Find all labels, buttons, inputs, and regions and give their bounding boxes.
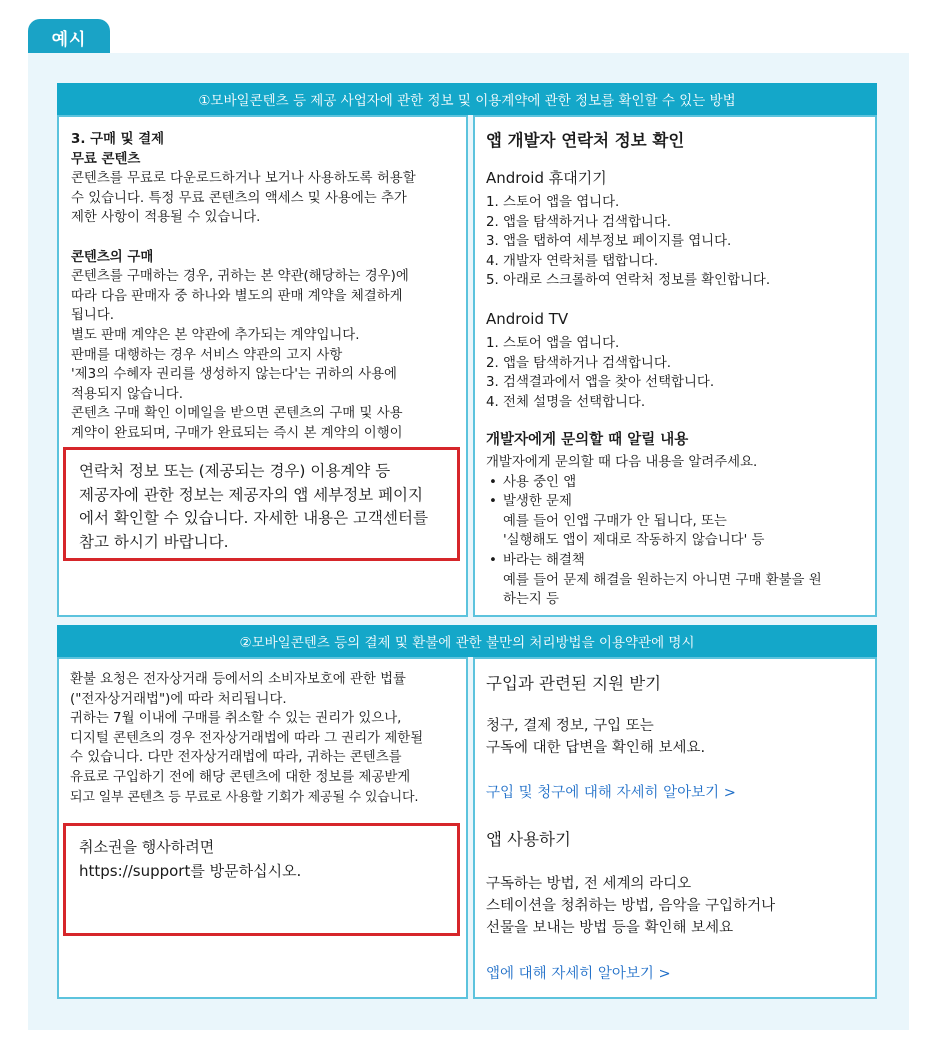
example-tag: 예시 — [28, 19, 110, 55]
highlight-line: 에서 확인할 수 있습니다. 자세한 내용은 고객센터를 — [79, 509, 428, 527]
section2-right-box — [473, 657, 877, 999]
purchase-line: 판매를 대행하는 경우 서비스 약관의 고지 사항 — [71, 347, 343, 363]
cancel-line: 취소권을 행사하려면 — [79, 838, 215, 856]
purchase-title: 콘텐츠의 구매 — [71, 249, 154, 265]
developer-contact-title: 앱 개발자 연락처 정보 확인 — [486, 131, 685, 150]
app-usage-title: 앱 사용하기 — [486, 830, 571, 849]
purchase-line: '제3의 수혜자 권리를 생성하지 않는다'는 귀하의 사용에 — [71, 367, 397, 383]
purchase-line: 따라 다음 판매자 중 하나와 별도의 판매 계약을 체결하게 — [71, 288, 403, 304]
bullet-problem-detail: '실행해도 앱이 제대로 작동하지 않습니다' 등 — [503, 533, 765, 549]
terms-heading: 3. 구매 및 결제 — [71, 132, 165, 147]
desc-line: 선물을 보내는 방법 등을 확인해 보세요 — [486, 920, 734, 936]
desc-line: 스테이션을 청취하는 방법, 음악을 구입하거나 — [486, 898, 776, 914]
tv-step: 2. 앱을 탐색하거나 검색합니다. — [486, 355, 672, 371]
purchase-line: 별도 판매 계약은 본 약관에 추가되는 계약입니다. — [71, 327, 360, 343]
section1-header: ①모바일콘텐츠 등 제공 사업자에 관한 정보 및 이용계약에 관한 정보를 확인할 수 있는 방법 — [57, 83, 877, 115]
android-steps — [486, 169, 770, 291]
bullet-solution-detail: 예를 들어 문제 해결을 원하는지 아니면 구매 환불을 원 — [503, 572, 822, 588]
free-line: 제한 사항이 적용될 수 있습니다. — [71, 210, 261, 226]
free-content-title: 무료 콘텐츠 — [71, 151, 141, 167]
bullet-problem-detail: 예를 들어 인앱 구매가 안 됩니다, 또는 — [503, 513, 727, 529]
contact-intro: 개발자에게 문의할 때 다음 내용을 알려주세요. — [486, 455, 758, 470]
contact-guide — [486, 431, 822, 610]
tv-step: 1. 스토어 앱을 엽니다. — [486, 336, 620, 351]
refund-line: 수 있습니다. 다만 전자상거래법에 따라, 귀하는 콘텐츠를 — [70, 750, 402, 766]
purchase-line: 콘텐츠를 구매하는 경우, 귀하는 본 약관(해당하는 경우)에 — [71, 269, 409, 285]
highlight-line: 참고 하시기 바랍니다. — [79, 532, 229, 551]
free-line: 콘텐츠를 무료로 다운로드하거나 보거나 사용하도록 허용할 — [71, 171, 416, 187]
tv-step: 4. 전체 설명을 선택합니다. — [486, 394, 646, 410]
refund-text — [70, 670, 423, 807]
highlight-line: 제공자에 관한 정보는 제공자의 앱 세부정보 페이지 — [79, 485, 423, 504]
section1-left-text — [71, 130, 416, 444]
refund-line: ("전자상거래법")에 따라 처리됩니다. — [70, 691, 287, 707]
bullet-solution-detail: 하는지 등 — [503, 592, 559, 608]
app-usage-desc — [486, 873, 775, 939]
app-learn-more-link[interactable]: 앱에 대해 자세히 알아보기 > — [486, 966, 671, 982]
tv-steps — [486, 310, 714, 412]
purchase-support-desc — [486, 715, 705, 759]
android-step: 4. 개발자 연락처를 탭합니다. — [486, 253, 659, 269]
tv-title: Android TV — [486, 310, 569, 328]
android-title: Android 휴대기기 — [486, 169, 607, 187]
purchase-line: 적용되지 않습니다. — [71, 386, 183, 402]
purchase-billing-link[interactable]: 구입 및 청구에 대해 자세히 알아보기 > — [486, 785, 736, 801]
bullet-solution: • 바라는 해결책 — [486, 551, 822, 571]
cancellation-highlight-text — [79, 836, 301, 883]
contact-title: 개발자에게 문의할 때 알릴 내용 — [486, 432, 689, 448]
purchase-line: 계약이 완료되며, 구매가 완료되는 즉시 본 계약의 이행이 — [71, 425, 403, 441]
desc-line: 구독에 대한 답변을 확인해 보세요. — [486, 740, 706, 756]
contact-bullets — [486, 473, 822, 610]
purchase-support-title: 구입과 관련된 지원 받기 — [486, 674, 662, 693]
tv-step: 3. 검색결과에서 앱을 찾아 선택합니다. — [486, 375, 715, 391]
android-step: 3. 앱을 탭하여 세부정보 페이지를 엽니다. — [486, 234, 732, 250]
refund-line: 유료로 구입하기 전에 해당 콘텐츠에 대한 정보를 제공받게 — [70, 769, 411, 785]
free-line: 수 있습니다. 특정 무료 콘텐츠의 액세스 및 사용에는 추가 — [71, 190, 407, 206]
android-step: 2. 앱을 탐색하거나 검색합니다. — [486, 214, 672, 230]
contact-info-highlight-text — [79, 460, 428, 554]
bullet-problem: • 발생한 문제 — [486, 492, 822, 512]
desc-line: 구독하는 방법, 전 세계의 라디오 — [486, 876, 692, 892]
bullet-app: • 사용 중인 앱 — [486, 473, 822, 493]
purchase-line: 콘텐츠 구매 확인 이메일을 받으면 콘텐츠의 구매 및 사용 — [71, 406, 403, 422]
highlight-line: 연락처 정보 또는 (제공되는 경우) 이용계약 등 — [79, 462, 391, 480]
cancel-line: https://support를 방문하십시오. — [79, 861, 302, 880]
section1-right-box — [473, 115, 877, 617]
refund-line: 되고 일부 콘텐츠 등 무료로 사용할 기회가 제공될 수 있습니다. — [70, 789, 419, 805]
section2-header: ②모바일콘텐츠 등의 결제 및 환불에 관한 불만의 처리방법을 이용약관에 명시 — [57, 625, 877, 657]
refund-line: 귀하는 7월 이내에 구매를 취소할 수 있는 권리가 있으나, — [70, 711, 402, 727]
purchase-line: 됩니다. — [71, 308, 115, 324]
android-step: 1. 스토어 앱을 엽니다. — [486, 195, 620, 210]
refund-line: 환불 요청은 전자상거래 등에서의 소비자보호에 관한 법률 — [70, 672, 406, 687]
refund-line: 디지털 콘텐츠의 경우 전자상거래법에 따라 그 권리가 제한될 — [70, 730, 424, 746]
android-step: 5. 아래로 스크롤하여 연락처 정보를 확인합니다. — [486, 273, 771, 289]
desc-line: 청구, 결제 정보, 구입 또는 — [486, 718, 654, 734]
